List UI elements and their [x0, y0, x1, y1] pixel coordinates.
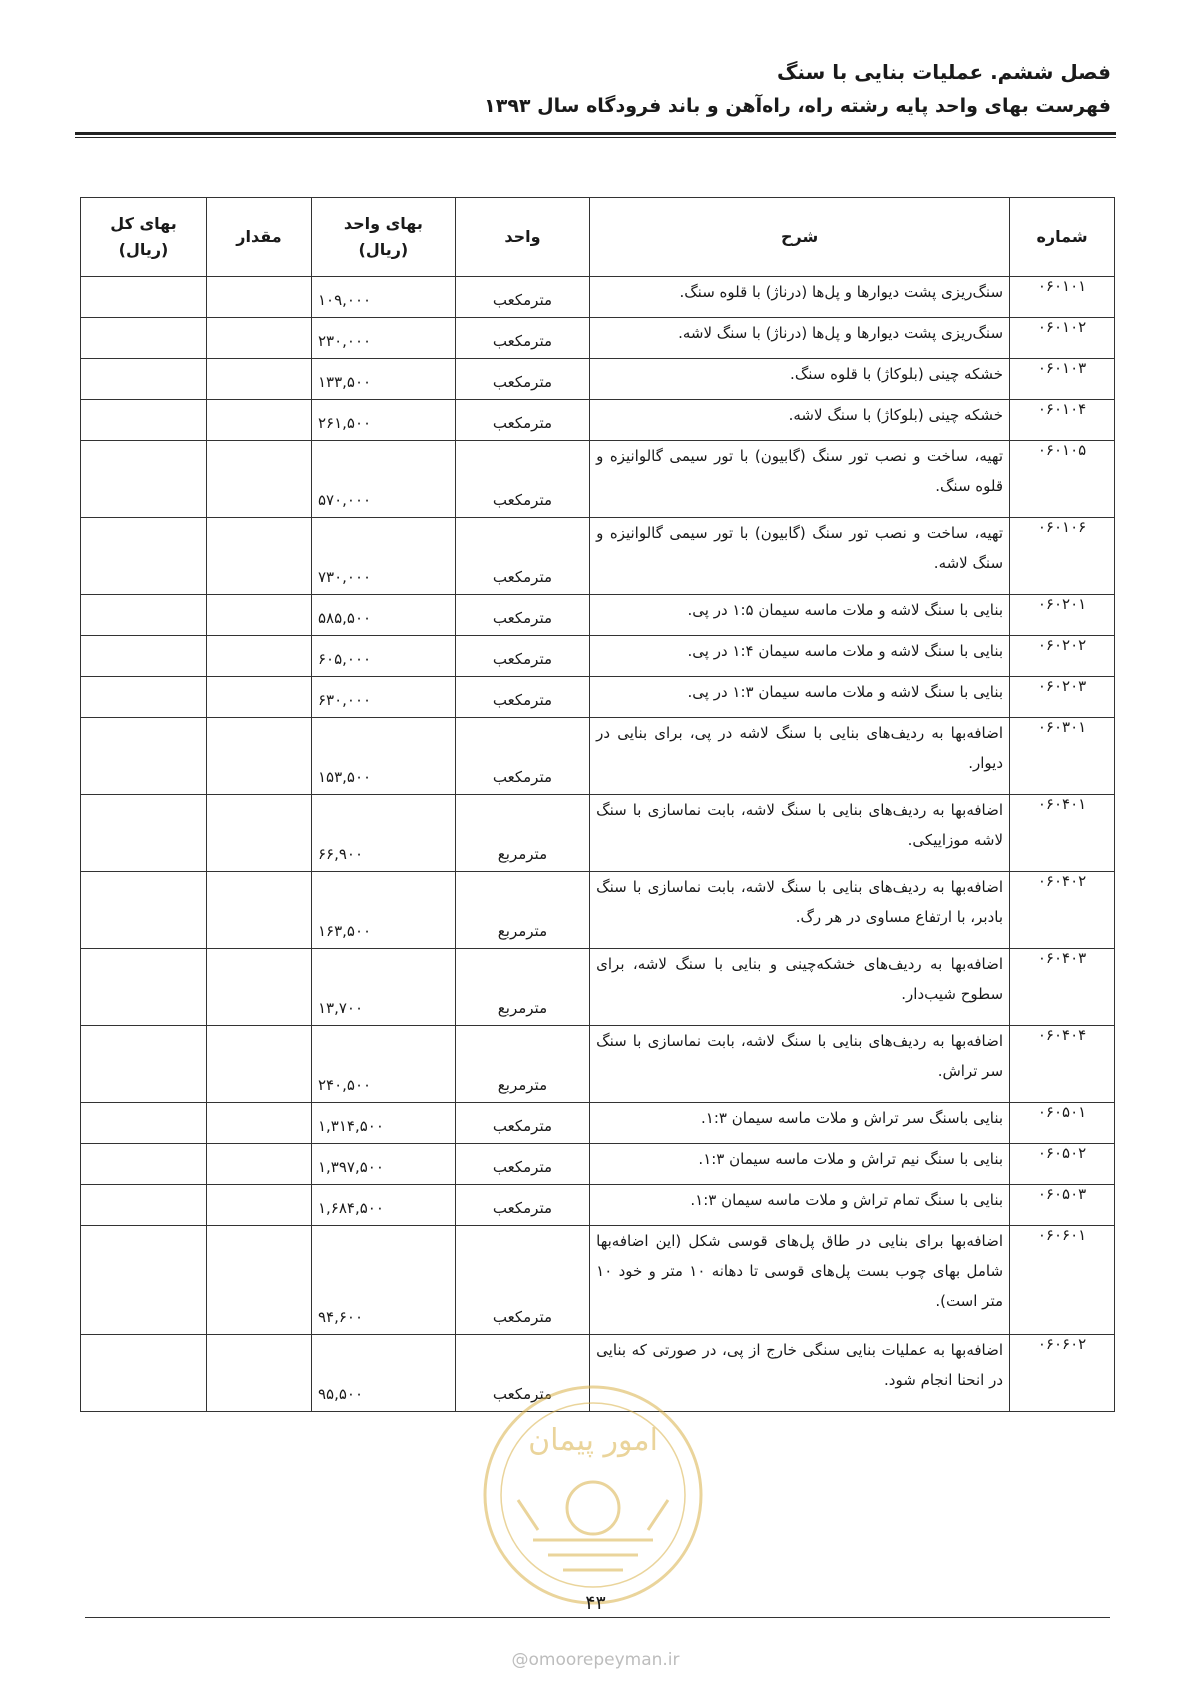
table-row [81, 595, 1115, 636]
price-list-table [80, 197, 1115, 1412]
item-unit-price: ۱۵۳,۵۰۰ [311, 718, 455, 795]
item-description: سنگ‌ریزی پشت دیوارها و پل‌ها (درناژ) با سنگ لاشه. [590, 318, 1010, 359]
table-row [81, 949, 1115, 1026]
item-quantity [207, 718, 312, 795]
document-subtitle: فهرست بهای واحد پایه رشته راه، راه‌آهن و باند فرودگاه سال ۱۳۹۳ [484, 95, 1111, 117]
header-quantity: مقدار [207, 198, 312, 277]
table-row [81, 636, 1115, 677]
item-unit: مترمربع [455, 795, 589, 872]
item-description: بنایی با سنگ لاشه و ملات ماسه سیمان ۱:۴ در پی. [590, 636, 1010, 677]
header-total-price [81, 198, 207, 277]
item-unit: مترمکعب [455, 718, 589, 795]
item-unit-price: ۱۶۳,۵۰۰ [311, 872, 455, 949]
item-quantity [207, 595, 312, 636]
item-code: ۰۶۰۴۰۱ [1010, 795, 1115, 872]
item-total-price [81, 1335, 207, 1412]
page-header [71, 58, 1111, 120]
item-code: ۰۶۰۱۰۶ [1010, 518, 1115, 595]
item-quantity [207, 359, 312, 400]
item-unit: مترمکعب [455, 518, 589, 595]
item-unit: مترمکعب [455, 400, 589, 441]
item-total-price [81, 1144, 207, 1185]
item-total-price [81, 595, 207, 636]
header-unit-price-label: بهای واحد [343, 214, 423, 233]
item-total-price [81, 1185, 207, 1226]
item-unit-price: ۹۵,۵۰۰ [311, 1335, 455, 1412]
item-description: خشکه چینی (بلوکاژ) با قلوه سنگ. [590, 359, 1010, 400]
item-quantity [207, 1103, 312, 1144]
item-unit-price: ۲۴۰,۵۰۰ [311, 1026, 455, 1103]
header-rule-thick [75, 132, 1116, 135]
item-unit: مترمکعب [455, 1226, 589, 1335]
item-quantity [207, 1226, 312, 1335]
item-unit-price: ۶۶,۹۰۰ [311, 795, 455, 872]
item-quantity [207, 277, 312, 318]
item-quantity [207, 441, 312, 518]
item-description: خشکه چینی (بلوکاژ) با سنگ لاشه. [590, 400, 1010, 441]
item-total-price [81, 872, 207, 949]
table-row [81, 872, 1115, 949]
item-code: ۰۶۰۲۰۲ [1010, 636, 1115, 677]
table-row [81, 795, 1115, 872]
table-row [81, 318, 1115, 359]
item-quantity [207, 318, 312, 359]
item-unit-price: ۲۳۰,۰۰۰ [311, 318, 455, 359]
header-unit-price-currency: (ریال) [358, 240, 409, 259]
item-total-price [81, 636, 207, 677]
table-row [81, 277, 1115, 318]
item-unit: مترمکعب [455, 1103, 589, 1144]
table-row [81, 441, 1115, 518]
item-total-price [81, 1103, 207, 1144]
item-quantity [207, 1144, 312, 1185]
header-code: شماره [1010, 198, 1115, 277]
item-code: ۰۶۰۵۰۲ [1010, 1144, 1115, 1185]
item-quantity [207, 636, 312, 677]
item-code: ۰۶۰۱۰۲ [1010, 318, 1115, 359]
item-code: ۰۶۰۱۰۴ [1010, 400, 1115, 441]
item-description: بنایی با سنگ لاشه و ملات ماسه سیمان ۱:۳ در پی. [590, 677, 1010, 718]
item-unit-price: ۲۶۱,۵۰۰ [311, 400, 455, 441]
table-row [81, 518, 1115, 595]
item-unit: مترمکعب [455, 359, 589, 400]
item-unit-price: ۶۳۰,۰۰۰ [311, 677, 455, 718]
item-unit: مترمکعب [455, 441, 589, 518]
item-total-price [81, 359, 207, 400]
item-quantity [207, 677, 312, 718]
item-description: بنایی با سنگ لاشه و ملات ماسه سیمان ۱:۵ در پی. [590, 595, 1010, 636]
item-quantity [207, 795, 312, 872]
item-quantity [207, 1185, 312, 1226]
item-code: ۰۶۰۱۰۱ [1010, 277, 1115, 318]
item-unit-price: ۶۰۵,۰۰۰ [311, 636, 455, 677]
item-unit: مترمکعب [455, 318, 589, 359]
item-description: بنایی با سنگ تمام تراش و ملات ماسه سیمان ۱:۳. [590, 1185, 1010, 1226]
table-row [81, 677, 1115, 718]
item-description: اضافه‌بها به ردیف‌های بنایی با سنگ لاشه، بابت نماسازی با سنگ بادبر، با ارتفاع مساوی در هر رگ. [590, 872, 1010, 949]
item-unit: مترمکعب [455, 1144, 589, 1185]
item-code: ۰۶۰۲۰۱ [1010, 595, 1115, 636]
table-row [81, 1103, 1115, 1144]
item-quantity [207, 872, 312, 949]
item-description: اضافه‌بها به ردیف‌های بنایی با سنگ لاشه، بابت نماسازی با سنگ سر تراش. [590, 1026, 1010, 1103]
item-unit: مترمکعب [455, 277, 589, 318]
table-row [81, 1026, 1115, 1103]
item-code: ۰۶۰۵۰۱ [1010, 1103, 1115, 1144]
item-quantity [207, 1026, 312, 1103]
item-code: ۰۶۰۴۰۳ [1010, 949, 1115, 1026]
item-unit-price: ۷۳۰,۰۰۰ [311, 518, 455, 595]
table-row [81, 400, 1115, 441]
item-code: ۰۶۰۴۰۴ [1010, 1026, 1115, 1103]
item-quantity [207, 949, 312, 1026]
item-total-price [81, 518, 207, 595]
item-total-price [81, 718, 207, 795]
item-description: بنایی با سنگ نیم تراش و ملات ماسه سیمان ۱:۳. [590, 1144, 1010, 1185]
item-total-price [81, 949, 207, 1026]
item-unit-price: ۱,۳۹۷,۵۰۰ [311, 1144, 455, 1185]
item-unit-price: ۹۴,۶۰۰ [311, 1226, 455, 1335]
item-total-price [81, 1026, 207, 1103]
item-code: ۰۶۰۴۰۲ [1010, 872, 1115, 949]
item-description: سنگ‌ریزی پشت دیوارها و پل‌ها (درناژ) با قلوه سنگ. [590, 277, 1010, 318]
watermark-url: @omoorepeyman.ir [511, 1650, 680, 1670]
item-code: ۰۶۰۵۰۳ [1010, 1185, 1115, 1226]
item-description: اضافه‌بها به ردیف‌های بنایی با سنگ لاشه در پی، برای بنایی در دیوار. [590, 718, 1010, 795]
item-unit-price: ۵۸۵,۵۰۰ [311, 595, 455, 636]
item-total-price [81, 1226, 207, 1335]
item-unit: مترمکعب [455, 1185, 589, 1226]
item-total-price [81, 277, 207, 318]
item-total-price [81, 677, 207, 718]
table-row [81, 1226, 1115, 1335]
seal-text: امور پیمان [528, 1423, 658, 1458]
header-total-price-label: بهای کل [110, 214, 177, 233]
item-description: اضافه‌بها برای بنایی در طاق پل‌های قوسی شکل (این اضافه‌بها شامل بهای چوب بست پل‌های قوسی تا دهانه ۱۰ متر و خود ۱۰ متر است). [590, 1226, 1010, 1335]
item-code: ۰۶۰۲۰۳ [1010, 677, 1115, 718]
item-total-price [81, 795, 207, 872]
item-unit-price: ۵۷۰,۰۰۰ [311, 441, 455, 518]
item-unit-price: ۱۰۹,۰۰۰ [311, 277, 455, 318]
table-row [81, 718, 1115, 795]
table-row [81, 1144, 1115, 1185]
chapter-title: فصل ششم. عملیات بنایی با سنگ [776, 60, 1111, 84]
item-unit: مترمکعب [455, 595, 589, 636]
item-unit: مترمکعب [455, 677, 589, 718]
item-description: اضافه‌بها به ردیف‌های بنایی با سنگ لاشه، بابت نماسازی با سنگ لاشه موزاییکی. [590, 795, 1010, 872]
item-description: تهیه، ساخت و نصب تور سنگ (گابیون) با تور سیمی گالوانیزه و سنگ لاشه. [590, 518, 1010, 595]
item-code: ۰۶۰۳۰۱ [1010, 718, 1115, 795]
item-code: ۰۶۰۶۰۲ [1010, 1335, 1115, 1412]
page-number: ۴۳ [585, 1592, 606, 1614]
item-quantity [207, 400, 312, 441]
item-description: تهیه، ساخت و نصب تور سنگ (گابیون) با تور سیمی گالوانیزه و قلوه سنگ. [590, 441, 1010, 518]
item-description: اضافه‌بها به ردیف‌های خشکه‌چینی و بنایی با سنگ لاشه، برای سطوح شیب‌دار. [590, 949, 1010, 1026]
item-code: ۰۶۰۱۰۵ [1010, 441, 1115, 518]
watermark-seal-icon [478, 1380, 708, 1610]
item-unit-price: ۱۳۳,۵۰۰ [311, 359, 455, 400]
header-description: شرح [590, 198, 1010, 277]
item-quantity [207, 518, 312, 595]
footer-rule [85, 1617, 1110, 1618]
item-description: بنایی باسنگ سر تراش و ملات ماسه سیمان ۱:۳. [590, 1103, 1010, 1144]
item-code: ۰۶۰۶۰۱ [1010, 1226, 1115, 1335]
item-quantity [207, 1335, 312, 1412]
item-unit: مترمکعب [455, 636, 589, 677]
item-unit-price: ۱,۶۸۴,۵۰۰ [311, 1185, 455, 1226]
item-unit: مترمربع [455, 1026, 589, 1103]
item-code: ۰۶۰۱۰۳ [1010, 359, 1115, 400]
item-unit: مترمربع [455, 872, 589, 949]
header-rule-thin [75, 137, 1116, 138]
item-unit: مترمکعب [455, 1335, 589, 1412]
item-total-price [81, 318, 207, 359]
item-total-price [81, 400, 207, 441]
table-header-row [81, 198, 1115, 277]
header-total-price-currency: (ریال) [118, 240, 169, 259]
item-unit-price: ۱,۳۱۴,۵۰۰ [311, 1103, 455, 1144]
item-description: اضافه‌بها به عملیات بنایی سنگی خارج از پی، در صورتی که بنایی در انحنا انجام شود. [590, 1335, 1010, 1412]
item-unit-price: ۱۳,۷۰۰ [311, 949, 455, 1026]
header-unit: واحد [455, 198, 589, 277]
item-total-price [81, 441, 207, 518]
header-unit-price [311, 198, 455, 277]
item-unit: مترمربع [455, 949, 589, 1026]
table-row [81, 359, 1115, 400]
table-row [81, 1185, 1115, 1226]
